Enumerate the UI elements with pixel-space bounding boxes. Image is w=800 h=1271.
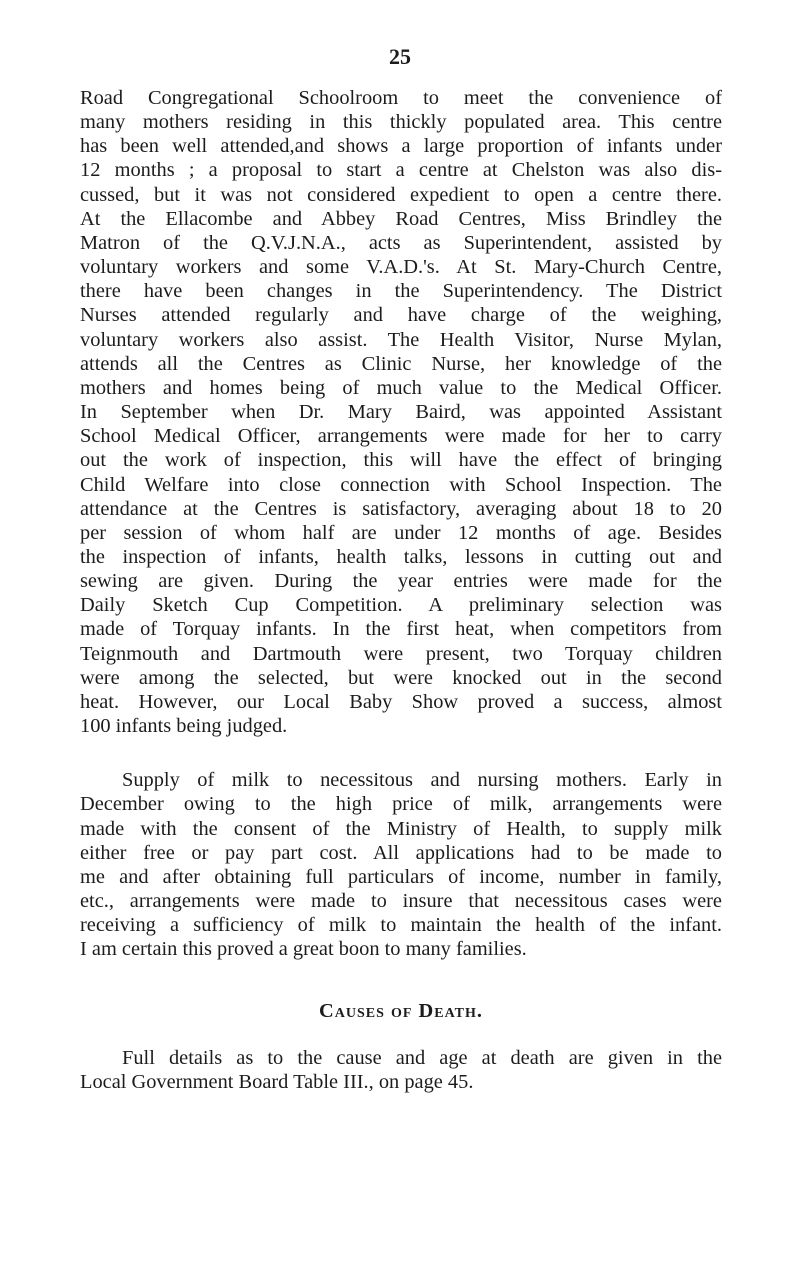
text-line: December owing to the high price of milk, arrangements were — [80, 793, 722, 816]
text-line: mothers and homes being of much value to the Medical Officer. — [80, 376, 722, 399]
text-line: School Medical Officer, arrangements were made for her to carry — [80, 425, 722, 448]
text-line: heat. However, our Local Baby Show proved a success, almost — [80, 690, 722, 713]
text-line: sewing are given. During the year entries were made for the — [80, 570, 722, 593]
text-line: Local Government Board Table III., on page 45. — [80, 1070, 474, 1093]
text-line: out the work of inspection, this will have the effect of bringing — [80, 449, 722, 472]
text-line: has been well attended,and shows a large proportion of infants under — [80, 135, 722, 158]
text-line: cussed, but it was not considered expedient to open a centre there. — [80, 183, 722, 206]
text-line: receiving a sufficiency of milk to maintain the health of the infant. — [80, 914, 722, 937]
paragraph-milk-supply — [80, 768, 722, 961]
text-line: etc., arrangements were made to insure that necessitous cases were — [80, 890, 722, 912]
section-heading-causes-of-death: Causes of Death. — [319, 1000, 483, 1023]
text-line: were among the selected, but were knocked out in the second — [80, 666, 722, 689]
body-text — [80, 86, 722, 1094]
text-line: Child Welfare into close connection with School Inspection. The — [80, 473, 722, 496]
text-line: either free or pay part cost. All applications had to be made to — [80, 841, 722, 864]
text-line: many mothers residing in this thickly populated area. This centre — [80, 111, 722, 134]
text-line: per session of whom half are under 12 months of age. Besides — [80, 521, 722, 544]
text-line: attendance at the Centres is satisfactory, averaging about 18 to 20 — [80, 497, 722, 520]
text-line: Nurses attended regularly and have charge of the weighing, — [80, 304, 722, 327]
text-line: made with the consent of the Ministry of Health, to supply milk — [80, 817, 722, 840]
text-line: Matron of the Q.V.J.N.A., acts as Superintendent, assisted by — [80, 231, 722, 254]
text-line: 100 infants being judged. — [80, 715, 288, 738]
text-line: voluntary workers and some V.A.D.'s. At St. Mary-Church Centre, — [80, 256, 722, 279]
text-line: Full details as to the cause and age at death are given in the — [122, 1046, 722, 1069]
paragraph-child-welfare — [80, 86, 722, 738]
text-line: In September when Dr. Mary Baird, was appointed Assistant — [80, 401, 722, 424]
text-line: me and after obtaining full particulars of income, number in family, — [80, 865, 722, 888]
text-line: At the Ellacombe and Abbey Road Centres, Miss Brindley the — [80, 207, 722, 230]
text-line: I am certain this proved a great boon to many families. — [80, 938, 527, 961]
text-line: Road Congregational Schoolroom to meet the convenience of — [80, 87, 722, 109]
text-line: Supply of milk to necessitous and nursing mothers. Early in — [122, 769, 722, 792]
text-line: the inspection of infants, health talks, lessons in cutting out and — [80, 545, 722, 568]
text-line: Teignmouth and Dartmouth were present, two Torquay children — [80, 642, 722, 665]
text-line: voluntary workers also assist. The Health Visitor, Nurse Mylan, — [80, 328, 722, 351]
paragraph-causes-of-death — [80, 1046, 722, 1094]
text-line: made of Torquay infants. In the first heat, when competitors from — [80, 618, 722, 641]
text-line: there have been changes in the Superintendency. The District — [80, 280, 722, 303]
text-line: 12 months ; a proposal to start a centre at Chelston was also dis- — [80, 159, 722, 182]
page-number: 25 — [389, 44, 411, 69]
text-line: Daily Sketch Cup Competition. A preliminary selection was — [80, 594, 722, 617]
text-line: attends all the Centres as Clinic Nurse, her knowledge of the — [80, 352, 722, 375]
